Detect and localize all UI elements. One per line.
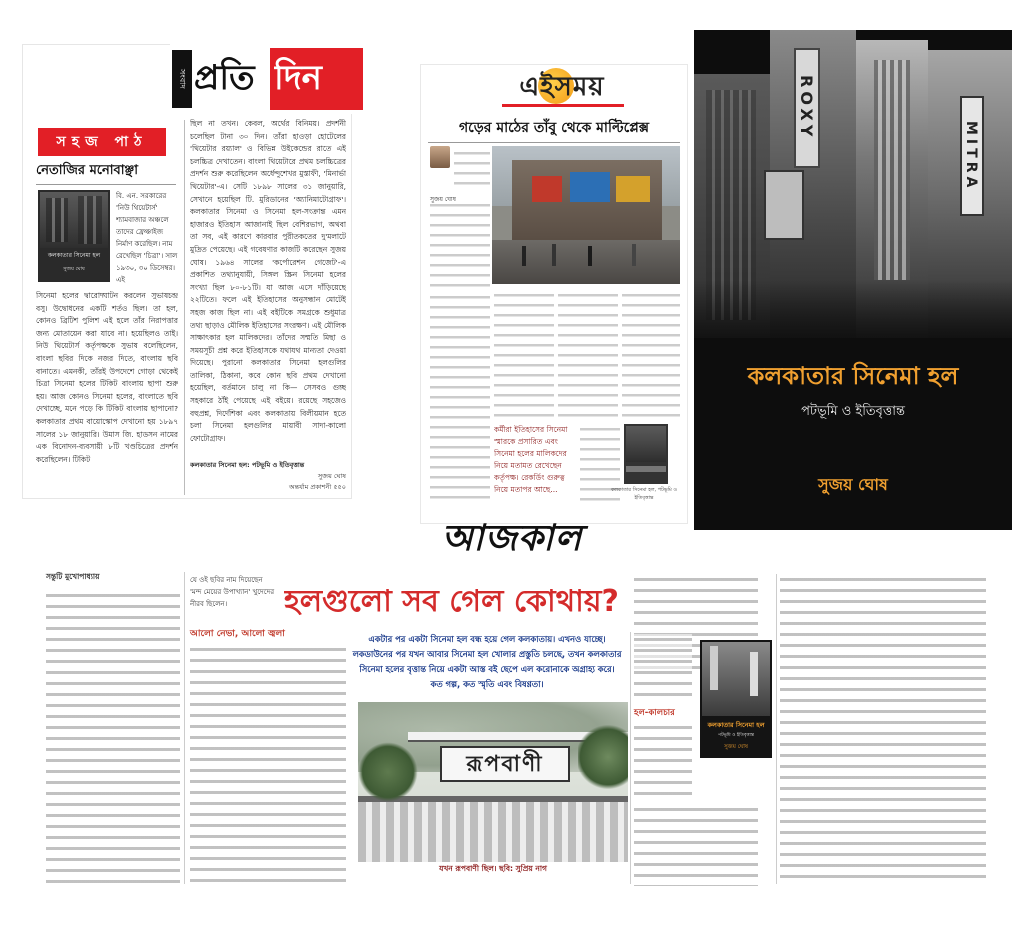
aajkaal-photo [358,702,628,862]
eisamay-masthead-text: এইসময় [519,72,605,102]
pratidin-column-rule [184,120,185,495]
aajkaal-top-note: যে ওই ছবির নাম দিয়েছেন 'মন্দ মেয়ের উপাখ্যান' খুদেদের নীরব ছিলেন। [190,576,275,608]
cover-title: কলকাতার সিনেমা হল [747,362,959,390]
aajkaal-subhead2: হল-কালচার [634,708,675,718]
pratidin-book-thumb-author: সুজয় ঘোষ [63,266,85,272]
eisamay-headline-rule [428,142,680,143]
aajkaal-subhead1: আলো নেভা, আলো জ্বলা [190,629,285,639]
pratidin-divider [36,184,176,185]
aajkaal-book-thumb-title: কলকাতার সিনেমা হল [707,721,765,729]
pratidin-book-ref: কলকাতার সিনেমা হল: পটভূমি ও ইতিবৃত্তান্ত [190,461,305,469]
pratidin-body-col1: সিনেমা হলের দ্বারোদ্ঘাটন করলেন সুভাষচন্দ্র বসু। উদ্বোধনের একটি শর্তও ছিল। তা হল, কোনও ব্রিটিশ পুলিশ এই হলে তাঁর নিরাপত্তার জন্য মোতায়েন করা যাবে না। হয়েছিলও তাই। নিউ থিয়েটার্স কর্তৃপক্ষকে সুভাষ বলেছিলেন, বাংলা ছবির দিকে নজর দিতে, বাংলায় ছবি বানাতে। এমনকী, তাঁরই উপদেশে গোড়া থেকেই চিত্রা সিনেমা হলের টিকিট বাংলায় ছাপা শুরু হয়। আজ কোনও সিনেমা হলের, বাংলাতে ছবি দেখাচ্ছে, মনে পড়ে কি টিকিট বাংলায় ছাপানো? কলকাতার প্রথম বায়োস্কোপ দেখানো হয় ১৮৯৭ সালের ১৮ জানুয়ারি। উমাস জি. হাডসন নামের এক বিনোদন-ব্যবসায়ী ৮টি খণ্ডচিত্রের প্রদর্শন করেছিলেন। টিকিট [36,291,178,464]
eisamay-body-col3 [558,290,618,420]
aajkaal-col1 [46,590,180,886]
eisamay-masthead [496,68,628,108]
pratidin-section-banner: সহজ পাঠ [38,128,166,156]
pratidin-book-ref-author: সুজয় ঘোষ [317,472,346,480]
eisamay-body-col4 [622,290,680,420]
pratidin-body-col2: ছিল না তখন। কেবল, অর্থের বিনিময়। প্রদর্শনী চলেছিল টানা ৩০ দিন। তাঁরা হাওড়া হোটেলের 'থিয়েটার রয়্যাল' ও বিভিন্ন উইকেন্ডের রাতে এই চলচ্চিত্র দেখাতেন। বাংলা থিয়েটারে প্রথম চলচ্চিত্রের প্রদর্শন শুরু করেছিলেন অর্ধেন্দুশেখর মুস্তাফী, 'মিনার্ভা থিয়েটার'-এ। সেটি ১৮৯৮ সালের ৩১ জানুয়ারি, সেখানে হয়েছিল টি. মুরিডানের 'অ্যানিমাটোগ্রাফ'। কলকাতার সিনেমা ও সিনেমা হল-সংক্রান্ত এমন হাজারও ইতিহাস আজানাই ছিল বেশিরভাগ, অথবা তা সব, এই কারণে কারবার পুরীতকতের দু'মলাটে মুদ্রিত পেয়েছে। এই গবেষণার কাজটি করেছেন সুজয় ঘোষ। ১৯৬৪ সালের 'কর্পোরেশন গেজেট'-এ প্রকাশিত তথ্যানুযায়ী, সিঙ্গল স্ক্রিন সিনেমা হলের সংখ্যা ছিল ৮০-৮১টি। যা আজ এসে দাঁড়িয়েছে ২২টিতে। ফলে এই ইতিহাসের অনুসন্ধান মোটেই সহজ কাজ ছিল না। এই বইটিকে সমগ্রকে শুধুমাত্র তথ্য ছাড়াও মৌলিক ইতিহাসের সংরক্ষণ। এই মৌলিক সাক্ষাৎকার হল মালিকদের। তাঁদের সম্মতি মিছা ও সময়সূচী প্রশ্ন করে ইতিহাসকে যথাযথ মান্যতা দেওয়া দিয়েছে। পুরানো কলকাতার সিনেমা হলগুলির তালিকা, ঠিকানা, কবে কোন ছবি প্রথম দেখানো হয়েছিল, বর্তমানে চালু না কি— সেসবও গুচ্ছ সহকারে ঠাঁই পেয়েছে এই বইয়ে। রয়েছে সহজেও বহুপ্রশ্ন, দির্দেশিকা এবং কলকাতায় বিলীয়মান হতে চলা সিনেমা হলগুলির মায়াবী সাদা-কালো ফোটোগ্রাফ। [190,119,346,443]
pratidin-masthead-red-text: দিন [274,58,322,98]
book-cover [694,30,1012,530]
aajkaal-col4c [634,722,692,802]
aajkaal-book-thumb [700,640,772,758]
pratidin-masthead-small: সংবাদ [172,50,192,108]
cover-mitra-sign: MITRA [960,96,984,216]
aajkaal-col4b [634,634,692,704]
aajkaal-book-thumb-author: সুজয় ঘোষ [724,744,748,750]
pratidin-masthead [170,44,365,114]
pratidin-masthead-title: প্রতি [194,58,255,98]
aajkaal-masthead: আজকাল [441,517,583,559]
cover-awachi-sign [764,170,804,240]
pratidin-headline: নেতাজির মনোবাঞ্ছা [36,163,138,178]
aajkaal-col5 [780,574,986,886]
eisamay-author-photo [430,146,450,168]
eisamay-headline: গড়ের মাঠের তাঁবু থেকে মাল্টিপ্লেক্স [458,120,650,136]
eisamay-byline: সুজয় ঘোষ [430,194,490,204]
pratidin-publisher: অন্তর্যাম প্রকাশনী ৫৫০ [288,483,346,491]
cover-subtitle: পটভূমি ও ইতিবৃত্তান্ত [801,404,905,419]
eisamay-photo [492,146,680,284]
aajkaal-book-thumb-sub: পটভূমি ও ইতিবৃত্তান্ত [718,733,754,738]
eisamay-pull-quote: কর্মীরা ইতিহাসের সিনেমা স্মারকে প্রসারিত এবং সিনেমা হলের মালিকদের নিয়ে মতামত রেখেছেন কর্তৃপক্ষ। রেকর্ডিং গুরুত্ব নিয়ে মতাপর আছে... [494,425,568,494]
eisamay-book-thumb [624,424,668,484]
aajkaal-col4d [634,804,758,886]
eisamay-body-col2 [494,290,554,420]
pratidin-intro-text: বি. এন. সরকারের 'নিউ থিয়েটার্স' শ্যামবাজার অঞ্চলে তাদের ফ্রেঞ্চাইজ নির্মাণ করেছিল। নাম রেখেছিল 'চিত্রা'। সাল ১৯৩০, ৩০ ডিসেম্বর। এই [116,192,178,284]
aajkaal-headline: হলগুলো সব গেল কোথায়? [284,584,619,619]
eisamay-intro-lines [454,148,490,188]
eisamay-body-col1 [430,292,490,502]
pratidin-book-thumb-title: কলকাতার সিনেমা হল [47,252,101,259]
eisamay-masthead-underline [502,104,624,107]
aajkaal-caption: যখন রূপবাণী ছিল। ছবি: সুপ্রিয় নাগ [439,864,547,873]
aajkaal-photo-sign: রূপবাণী [440,746,570,782]
aajkaal-col2 [190,644,346,886]
aajkaal-byline: সন্তুটি মুখোপাধ্যায় [46,572,100,581]
cover-author: সুজয় ঘোষ [818,475,888,494]
aajkaal-deck: একটার পর একটা সিনেমা হল বন্ধ হয়ে গেল কলকাতায়। এখনও যাচ্ছে। লকডাউনের পর যখন আবার সিনেমা হল খোলার প্রস্তুতি চলছে, তখন কলকাতার সিনেমা হলের বৃত্তান্ত নিয়ে একটা আস্ত বই ছেপে এল করোনাকে অগ্রাহ্য করে। কত গল্প, কত স্মৃতি এবং বিষণ্ণতা। [352,634,622,689]
eisamay-left-text [430,190,490,290]
eisamay-footer-note: কলকাতার সিনেমা হল, পটভূমি ও ইতিবৃত্তান্ত [610,487,678,501]
cover-roxy-sign: ROXY [794,48,820,168]
pratidin-book-thumb [38,190,110,282]
